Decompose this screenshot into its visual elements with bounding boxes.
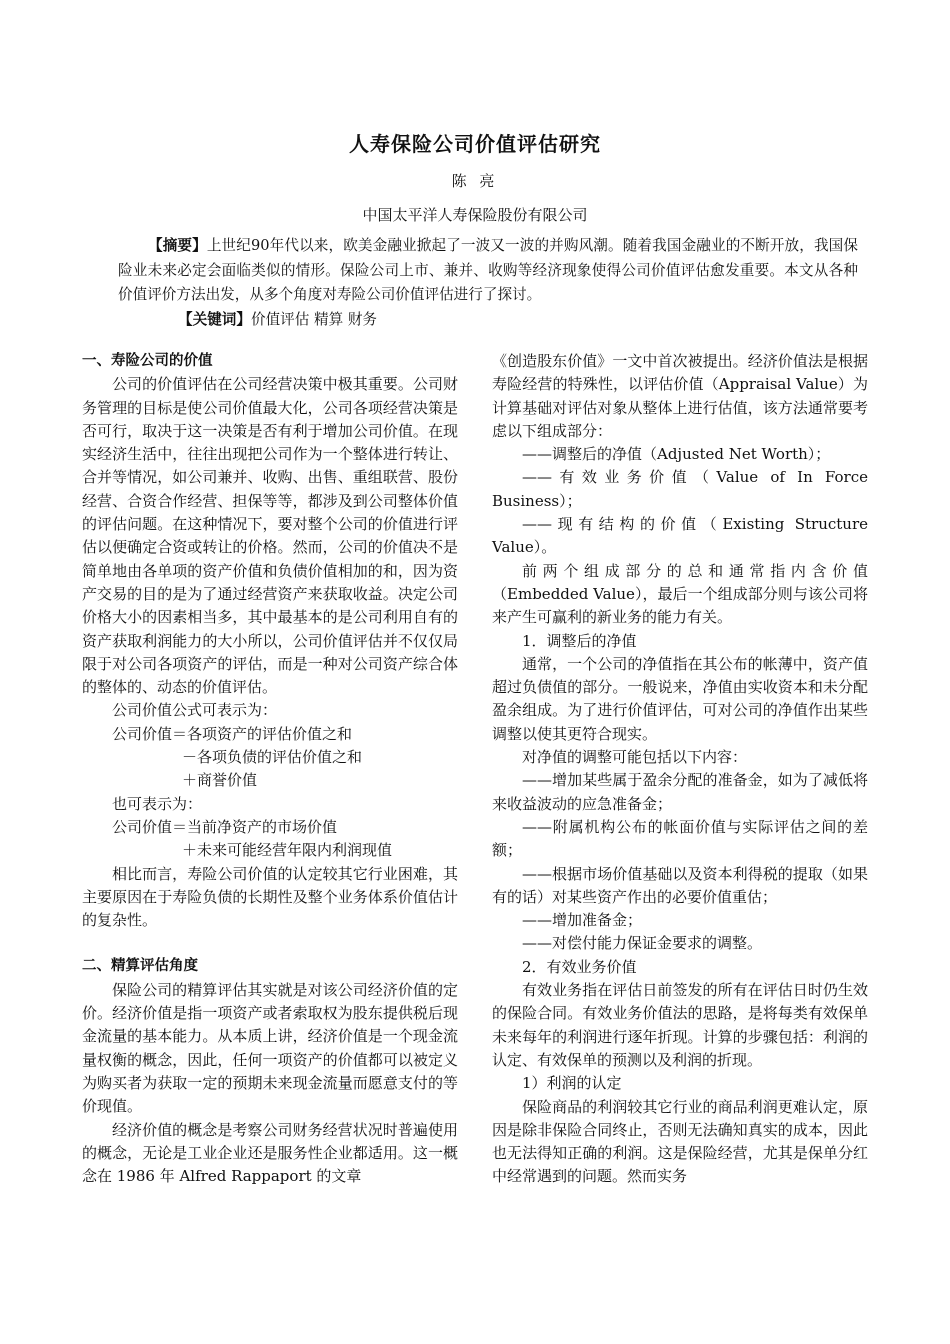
subsection-heading: 1．调整后的净值 bbox=[522, 631, 637, 650]
paper-title: 人寿保险公司价值评估研究 bbox=[349, 132, 601, 156]
list-item: ——调整后的净值（Adjusted Net Worth）； bbox=[522, 445, 831, 464]
keywords-text: 价值评估 精算 财务 bbox=[250, 310, 378, 328]
affiliation: 中国太平洋人寿保险股份有限公司 bbox=[362, 206, 588, 224]
keywords-label: 【关键词】 bbox=[178, 310, 251, 328]
list-item: ——增加某些属于盈余分配的准备金，如为了减低将来收益波动的应急准备金； bbox=[492, 771, 868, 813]
paragraph: 保险公司的精算评估其实就是对该公司经济价值的定价。经济价值是指一项资产或者索取权为股东提供税后现金流量的基本能力。从本质上讲，经济价值是一个现金流量权衡的概念，因此，任何一项资产的价值都可以被定义为购买者为获取一定的预期未来现金流量而愿意支付的等价现值。 bbox=[82, 980, 458, 1116]
list-item: ——附属机构公布的帐面价值与实际评估之间的差额； bbox=[492, 817, 868, 860]
formula-line: 公司价值公式可表示为： bbox=[112, 701, 278, 720]
paragraph: 保险商品的利润较其它行业的商品利润更难认定，原因是除非保险合同终止，否则无法确知真实的成本，因此也无法得知正确的利润。这是保险经营，尤其是保单分红中经常遇到的问题。然而实务 bbox=[492, 1097, 868, 1186]
paragraph: 经济价值的概念是考察公司财务经营状况时普遍使用的概念，无论是工业企业还是服务性企业都适用。这一概念在 1986 年 Alfred Rappaport 的文章 bbox=[82, 1120, 458, 1186]
formula-line: 公司价值＝各项资产的评估价值之和 bbox=[112, 724, 353, 743]
paragraph: 通常，一个公司的净值指在其公布的帐薄中，资产值超过负债值的部分。一般说来，净值由实收资本和未分配盈余组成。为了进行价值评估，可对公司的净值作出某些调整以使其更符合现实。 bbox=[492, 654, 868, 743]
abstract bbox=[118, 234, 858, 308]
left-column bbox=[82, 350, 458, 1188]
abstract-block bbox=[118, 234, 858, 332]
section-gap bbox=[82, 932, 458, 955]
paragraph: 有效业务指在评估日前签发的所有在评估日时仍生效的保险合同。有效业务价值法的思路，是将每类有效保单未来每年的利润进行逐年折现。计算的步骤包括：利润的认定、有效保单的预测以及利润的折现。 bbox=[492, 981, 868, 1069]
list-item: ——对偿付能力保证金要求的调整。 bbox=[522, 934, 763, 953]
paragraph: 《创造股东价值》一文中首次被提出。经济价值法是根据寿险经营的特殊性，以评估价值（Appraisal Value）为计算基础对评估对象从整体上进行估值，该方法通常要考虑以下组成部分： bbox=[492, 352, 868, 440]
subsection-heading: 2．有效业务价值 bbox=[522, 957, 637, 976]
paragraph: 相比而言，寿险公司价值的认定较其它行业困难，其主要原因在于寿险负债的长期性及整个业务体系价值估计的复杂性。 bbox=[82, 864, 458, 930]
abstract-label: 【摘要】 bbox=[148, 237, 207, 254]
list-item: ——现有结构的价值（Existing Structure Value）。 bbox=[492, 515, 868, 557]
section-heading-2: 二、精算评估角度 bbox=[82, 958, 198, 975]
formula-line: ＋商誉价值 bbox=[182, 771, 258, 790]
paragraph: 对净值的调整可能包括以下内容： bbox=[522, 748, 748, 767]
subsection-heading: 1）利润的认定 bbox=[522, 1074, 622, 1093]
list-item: ——根据市场价值基础以及资本利得税的提取（如果有的话）对某些资产作出的必要价值重估； bbox=[492, 864, 868, 906]
formula-line: 公司价值＝当前净资产的市场价值 bbox=[112, 817, 338, 836]
abstract-text: 上世纪90年代以来，欧美金融业掀起了一波又一波的并购风潮。随着我国金融业的不断开放，我国保险业未来必定会面临类似的情形。保险公司上市、兼并、收购等经济现象使得公司价值评估愈发重要。本文从各种价值评价方法出发，从多个角度对寿险公司价值评估进行了探讨。 bbox=[118, 237, 858, 303]
formula-line: ＋未来可能经营年限内利润现值 bbox=[182, 841, 393, 860]
author: 陈 亮 bbox=[451, 172, 499, 190]
paragraph: 前两个组成部分的总和通常指内含价值（Embedded Value），最后一个组成部分则与该公司将来产生可赢利的新业务的能力有关。 bbox=[492, 561, 868, 627]
keywords bbox=[118, 308, 858, 333]
list-item: ——增加准备金； bbox=[522, 911, 643, 930]
section-heading-1: 一、寿险公司的价值 bbox=[82, 353, 213, 369]
formula-line: 也可表示为： bbox=[112, 794, 203, 813]
formula-line: －各项负债的评估价值之和 bbox=[182, 748, 363, 767]
right-column bbox=[492, 350, 868, 1189]
list-item: ——有效业务价值（Value of In Force Business）； bbox=[492, 468, 868, 510]
paragraph: 公司的价值评估在公司经营决策中极其重要。公司财务管理的目标是使公司价值最大化，公司各项经营决策是否可行，取决于这一决策是否有利于增加公司价值。在现实经济生活中，往往出现把公司作为一个整体进行转让、合并等情况，如公司兼并、收购、出售、重组联营、股份经营、合资合作经营、担保等等，都涉及到公司整体价值的评估问题。在这种情况下，要对整个公司的价值进行评估以便确定合资或转让的价格。然而，公司的价值决不是简单地由各单项的资产价值和负债价值相加的和，因为资产交易的目的是为了通过经营资产来获取收益。决定公司价格大小的因素相当多，其中最基本的是公司利用自有的资产获取利润能力的大小所以，公司价值评估并不仅仅局限于对公司各项资产的评估，而是一种对公司资产综合体的整体的、动态的价值评估。 bbox=[82, 375, 458, 697]
